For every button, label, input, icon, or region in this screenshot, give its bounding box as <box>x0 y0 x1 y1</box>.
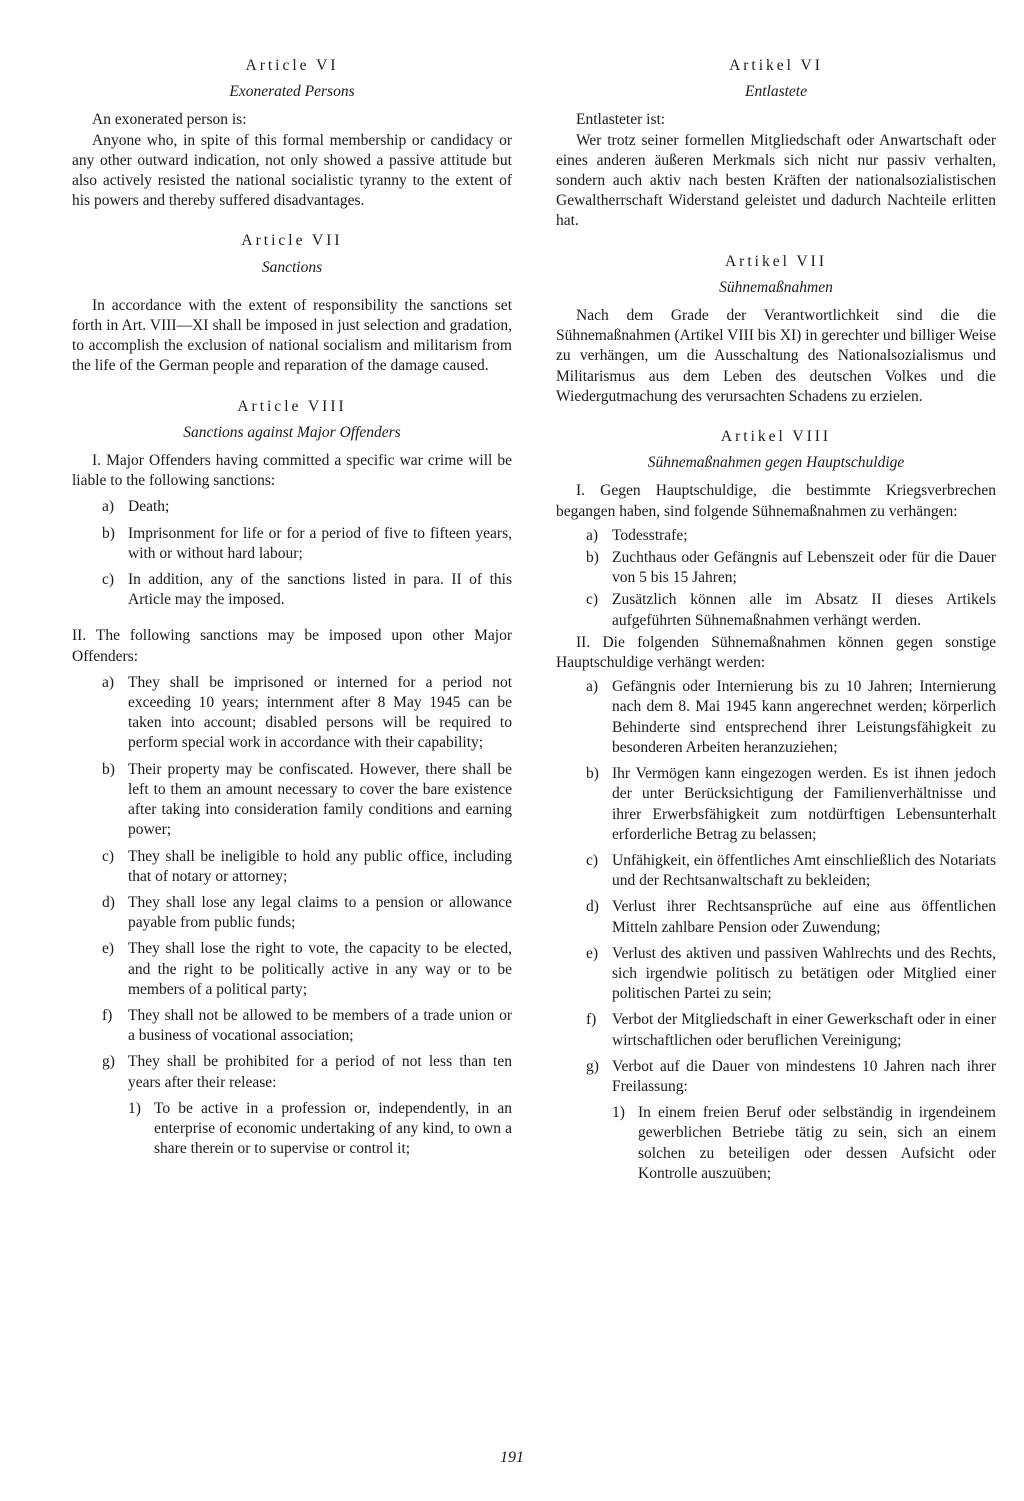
section-intro: I. Major Offenders having committed a specific war crime will be liable to the following sanctions: <box>72 452 512 490</box>
list-text: They shall be ineligible to hold any public office, including that of notary or attorney; <box>128 847 512 885</box>
article-heading: Artikel VII <box>724 252 828 270</box>
list-text: In einem freien Beruf oder selbständig in irgendeinem gewerblichen Betriebe tätig zu sein, sich an einem solchen zu beteiligen oder dessen Aufsicht oder Kontrolle auszuüben; <box>638 1104 996 1182</box>
article-title: Sühnemaßnahmen <box>719 278 833 296</box>
list-text: Verbot auf die Dauer von mindestens 10 Jahren nach ihrer Freilassung: <box>612 1057 996 1095</box>
article-title: Exonerated Persons <box>229 83 355 101</box>
list-text: They shall be prohibited for a period of not less than ten years after their release: <box>128 1053 512 1091</box>
list-label: a) <box>586 526 599 544</box>
paragraph: Nach dem Grade der Verantwortlichkeit sind die die Sühnemaßnahmen (Artikel VIII bis XI) in gerechter und billiger Weise zu verhängen, um die Ausschaltung des Nationalsozialismus und Militarismus aus dem Leben des deutschen Volkes und die Wiedergutmachung des verursachten Schadens zu erzielen. <box>556 307 996 405</box>
list-text: Todesstrafe; <box>612 526 688 544</box>
list-item <box>556 764 996 845</box>
list-item <box>72 497 512 517</box>
list-text: To be active in a profession or, independently, in an enterprise of economic undertaking of any kind, to own a share therein or to supervise or control it; <box>154 1099 512 1158</box>
list-item <box>556 1010 996 1050</box>
list-label: d) <box>102 893 115 911</box>
list-text: They shall lose the right to vote, the capacity to be elected, and the right to be politically active in any way or to be members of a political party; <box>128 940 512 998</box>
list-label: b) <box>102 760 115 778</box>
list-text: Their property may be confiscated. However, there shall be left to them an amount necessary to cover the bare existence after taking into consideration family conditions and earning power; <box>128 760 512 839</box>
paragraph: An exonerated person is: <box>92 111 247 129</box>
list-item <box>72 524 512 564</box>
list-item <box>72 939 512 1000</box>
list-label: d) <box>586 898 599 916</box>
list-item <box>556 897 996 937</box>
list-text: They shall be imprisoned or interned for a period not exceeding 10 years; internment after 8 May 1945 can be taken into account; disabled persons will be required to perform special work in accordance with their capability; <box>128 673 512 752</box>
list-item <box>556 548 996 588</box>
list-item <box>72 1006 512 1046</box>
english-column <box>72 56 512 1165</box>
list-text: Verlust ihrer Rechtsansprüche auf eine aus öffentlichen Mitteln zahlbare Pension oder Zuwendung; <box>612 898 996 936</box>
article-title: Entlastete <box>745 83 807 101</box>
article-heading: Artikel VIII <box>720 428 832 446</box>
list-text: Verlust des aktiven und passiven Wahlrechts und des Rechts, sich irgendwie politisch zu betätigen oder Mitglied einer politischen Partei zu sein; <box>612 944 996 1003</box>
article-title: Sanctions against Major Offenders <box>183 423 401 441</box>
list-label: e) <box>102 940 115 958</box>
list-item <box>72 847 512 887</box>
page-number: 191 <box>500 1449 524 1466</box>
list-label: f) <box>102 1006 113 1024</box>
article-heading: Artikel VI <box>729 57 823 74</box>
article-heading: Article VII <box>241 232 343 250</box>
list-label: a) <box>102 498 115 516</box>
list-label: b) <box>586 549 599 567</box>
list-item <box>556 1057 996 1097</box>
list-text: Death; <box>128 498 170 516</box>
list-label: c) <box>102 571 115 589</box>
list-text: In addition, any of the sanctions listed in para. II of this Article may the imposed. <box>128 571 512 609</box>
paragraph: Entlasteter ist: <box>576 111 666 129</box>
list-label: 1) <box>128 1099 141 1117</box>
list-text: Unfähigkeit, ein öffentliches Amt einschließlich des Notariats und der Rechtsanwaltschaft zu bekleiden; <box>612 851 996 890</box>
section-intro: II. Die folgenden Sühnemaßnahmen können gegen sonstige Hauptschuldige verhängt werden: <box>556 633 996 672</box>
list-label: e) <box>586 944 599 962</box>
list-item <box>72 1052 512 1092</box>
list-text: Verbot der Mitgliedschaft in einer Gewerkschaft oder in einer wirtschaftlichen oder beruflichen Vereinigung; <box>612 1011 996 1049</box>
list-item <box>72 570 512 610</box>
list-item <box>556 590 996 630</box>
paragraph: In accordance with the extent of responsibility the sanctions set forth in Art. VIII—XI shall be imposed in just selection and gradation, to accomplish the exclusion of national socialism and militarism from the life of the German people and reparation of the damage caused. <box>72 296 512 375</box>
list-text: Zuchthaus oder Gefängnis auf Lebenszeit oder für die Dauer von 5 bis 15 Jahren; <box>612 549 996 587</box>
list-item <box>556 944 996 1005</box>
list-label: 1) <box>612 1104 625 1122</box>
article-title: Sanctions <box>261 258 323 276</box>
list-item <box>556 851 996 891</box>
list-text: Imprisonment for life or for a period of five to fifteen years, with or without hard labour; <box>128 524 512 562</box>
list-text: They shall lose any legal claims to a pension or allowance payable from public funds; <box>128 893 512 932</box>
list-label: c) <box>586 591 599 609</box>
list-label: c) <box>102 847 115 865</box>
list-label: g) <box>102 1053 115 1071</box>
list-text: Gefängnis oder Internierung bis zu 10 Jahren; Internierung nach dem 8. Mai 1945 kann angerechnet werden; körperlich Behinderte sind entsprechend ihrer Leistungsfähigkeit zu besonderen Arbeiten heranzuziehen; <box>612 678 996 756</box>
paragraph: Anyone who, in spite of this formal membership or candidacy or any other outward indication, not only showed a passive attitude but also actively resisted the national socialistic tyranny to the extent of his powers and thereby suffered disadvantages. <box>72 131 512 210</box>
list-label: c) <box>586 851 599 869</box>
list-item <box>72 673 512 754</box>
list-item <box>556 677 996 758</box>
section-intro: II. The following sanctions may be imposed upon other Major Offenders: <box>72 627 512 665</box>
list-label: b) <box>102 524 115 542</box>
article-heading: Article VI <box>245 57 339 74</box>
article-title: Sühnemaßnahmen gegen Hauptschuldige <box>647 454 905 472</box>
article-heading: Article VIII <box>237 397 347 415</box>
list-text: Zusätzlich können alle im Absatz II dieses Artikels aufgeführten Sühnemaßnahmen verhängt werden. <box>612 591 996 629</box>
list-label: f) <box>586 1011 597 1029</box>
paragraph: Wer trotz seiner formellen Mitgliedschaft oder Anwartschaft oder eines anderen äußeren Merkmals sich nicht nur passiv verhalten, sondern auch aktiv nach besten Kräften der nationalsozialistischen Gewaltherrschaft Widerstand geleistet und dadurch Nachteile erlitten hat. <box>556 131 996 230</box>
list-text: They shall not be allowed to be members of a trade union or a business of vocational association; <box>128 1006 512 1045</box>
list-text: Ihr Vermögen kann eingezogen werden. Es ist ihnen jedoch der unter Berücksichtigung der Familienverhältnisse und ihrer Erwerbsfähigkeit zum notdürftigen Lebensunterhalt erforderliche Betrag zu belassen; <box>612 765 996 843</box>
list-item <box>556 1103 996 1184</box>
list-item <box>72 760 512 841</box>
list-label: g) <box>586 1057 599 1075</box>
list-item <box>72 1099 512 1160</box>
list-item <box>556 526 996 546</box>
german-column <box>556 56 996 1190</box>
section-intro: I. Gegen Hauptschuldige, die bestimmte Kriegsverbrechen begangen haben, sind folgende Sühnemaßnahmen zu verhängen: <box>556 482 996 520</box>
list-label: b) <box>586 765 599 783</box>
list-label: a) <box>102 673 115 691</box>
list-item <box>72 893 512 933</box>
list-label: a) <box>586 678 599 696</box>
